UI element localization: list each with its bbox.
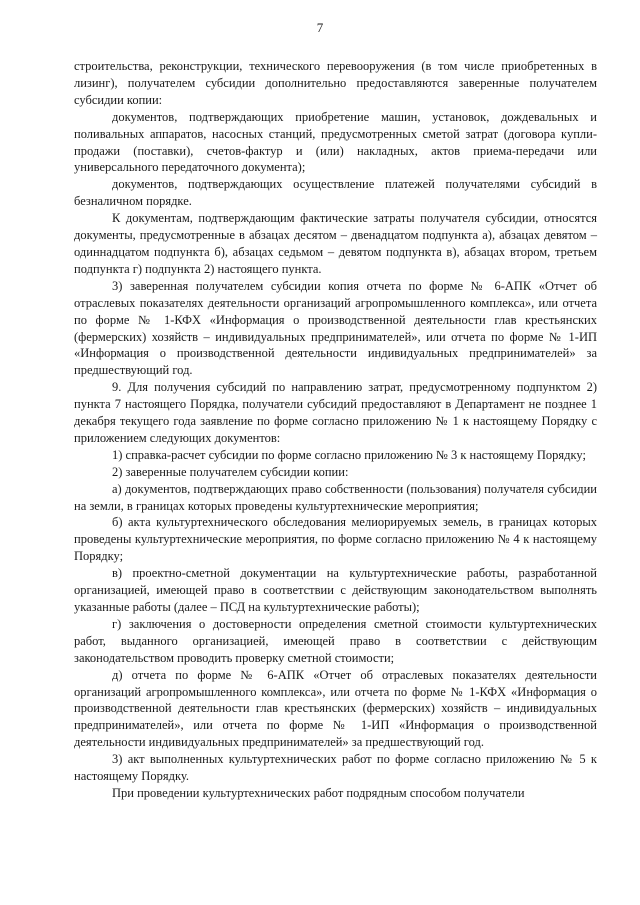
paragraph: б) акта культуртехнического обследования мелиорируемых земель, в границах которых проведены культуртехнические мероприятия, по форме согласно приложению № 4 к настоящему Порядку; xyxy=(74,515,597,564)
paragraph: 3) заверенная получателем субсидии копия отчета по форме № 6-АПК «Отчет об отраслевых показателях деятельности организаций агропромышленного комплекса», или отчета по форме № 1-КФХ «Информация о производственной деятельности глав крестьянских (фермерских) хозяйств – индивидуальных предпринимателей», или отчета по форме № 1-ИП «Информация о производственной деятельности индивидуальных предпринимателей» за предшествующий год. xyxy=(74,278,597,378)
paragraph: 2) заверенные получателем субсидии копии: xyxy=(112,464,349,479)
paragraph: в) проектно-сметной документации на культуртехнические работы, разработанной организацией, имеющей право в соответствии с действующим законодательством выполнять указанные работы (далее – ПСД на культуртехнические работы); xyxy=(74,566,597,614)
paragraph: а) документов, подтверждающих право собственности (пользования) получателя субсидии на земли, в границах которых проведены культуртехнические мероприятия; xyxy=(74,481,597,513)
paragraph: д) отчета по форме № 6-АПК «Отчет об отраслевых показателях деятельности организаций агропромышленного комплекса», или отчета по форме № 1-КФХ «Информация о производственной деятельности глав крестьянских (фермерских) хозяйств – индивидуальных предпринимателей», или отчета по форме № 1-ИП «Информация о производственной деятельности индивидуальных предпринимателей» за предшествующий год. xyxy=(74,667,597,750)
paragraph: документов, подтверждающих осуществление платежей получателями субсидий в безналичном порядке. xyxy=(74,177,597,209)
document-body xyxy=(74,58,597,802)
paragraph: 3) акт выполненных культуртехнических работ по форме согласно приложению № 5 к настоящему Порядку. xyxy=(74,752,597,784)
page-number: 7 xyxy=(316,20,324,35)
paragraph: 9. Для получения субсидий по направлению затрат, предусмотренному подпунктом 2) пункта 7 настоящего Порядка, получатели субсидий предоставляют в Департамент не позднее 1 декабря текущего года заявление по форме согласно приложению № 1 к настоящему Порядку с приложением следующих документов: xyxy=(74,380,597,445)
paragraph: г) заключения о достоверности определения сметной стоимости культуртехнических работ, выданного организацией, имеющей право в соответствии с действующим законодательством проводить проверку сметной стоимости; xyxy=(74,616,597,665)
paragraph: строительства, реконструкции, технического перевооружения (в том числе приобретенных в лизинг), получателем субсидии дополнительно предоставляются заверенные получателем субсидии копии: xyxy=(74,59,597,107)
paragraph: К документам, подтверждающим фактические затраты получателя субсидии, относятся документы, предусмотренные в абзацах десятом – двенадцатом подпункта а), абзацах девятом – одиннадцатом подпункта б), абзацах седьмом – девятом подпункта в), абзацах втором, третьем подпункта г) подпункта 2) настоящего пункта. xyxy=(74,211,597,276)
paragraph: документов, подтверждающих приобретение машин, установок, дождевальных и поливальных аппаратов, насосных станций, предусмотренных сметой затрат (договора купли-продажи (поставки), счетов-фактур и (или) накладных, актов приема-передачи или универсального передаточного документа); xyxy=(74,109,597,175)
paragraph: При проведении культуртехнических работ подрядным способом получатели xyxy=(112,785,525,800)
paragraph: 1) справка-расчет субсидии по форме согласно приложению № 3 к настоящему Порядку; xyxy=(112,447,586,462)
